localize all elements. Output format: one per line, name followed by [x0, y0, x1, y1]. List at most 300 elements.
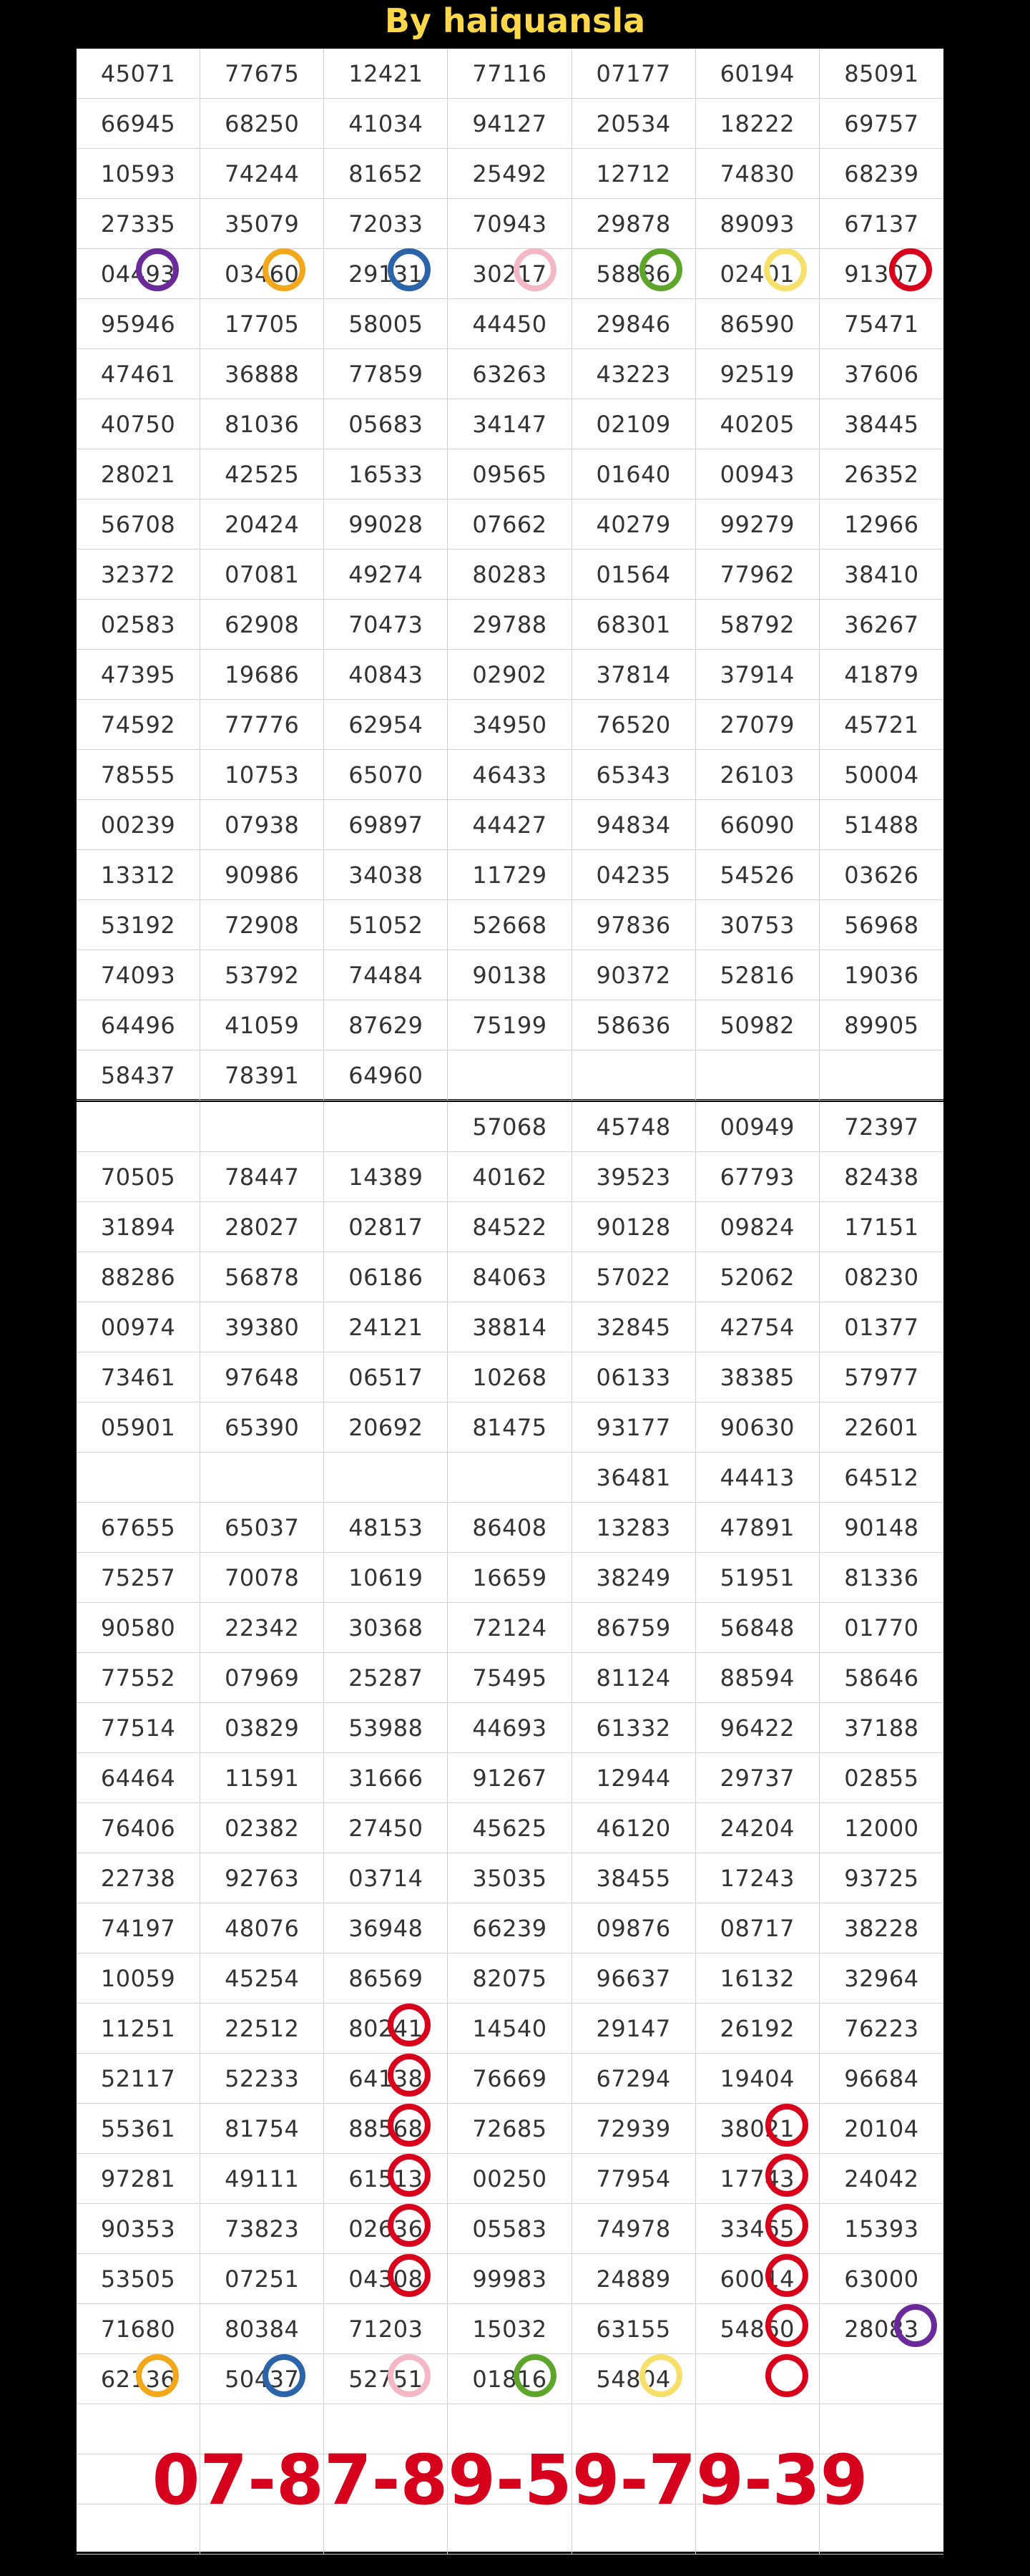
- table-cell: 50982: [696, 1000, 820, 1050]
- table-cell: 16132: [696, 1953, 820, 2004]
- table-row: [77, 1553, 943, 1603]
- table-row: [77, 600, 943, 650]
- table-cell: 07969: [200, 1653, 324, 1703]
- table-cell: 89093: [696, 199, 820, 249]
- table-cell: 66239: [448, 1903, 572, 1953]
- table-cell: 67655: [77, 1503, 200, 1553]
- table-cell: 46120: [572, 1803, 696, 1853]
- table-cell: 07662: [448, 499, 572, 550]
- table-cell: 41059: [200, 1000, 324, 1050]
- table-cell: 32845: [572, 1302, 696, 1352]
- table-cell: [448, 1453, 572, 1503]
- table-cell: 52233: [200, 2054, 324, 2104]
- table-cell: 10593: [77, 149, 200, 199]
- table-cell: 66945: [77, 99, 200, 149]
- table-cell: 09876: [572, 1903, 696, 1953]
- table-cell: 71680: [77, 2304, 200, 2354]
- table-row: [77, 1603, 943, 1653]
- table-cell: 38385: [696, 1352, 820, 1402]
- table-cell: 90148: [820, 1503, 943, 1553]
- table-cell: 37814: [572, 650, 696, 700]
- table-row: [77, 1000, 943, 1050]
- table-cell: 81475: [448, 1402, 572, 1453]
- table-cell: 25287: [324, 1653, 448, 1703]
- highlight-circle-icon: [136, 248, 179, 291]
- table-cell: 70473: [324, 600, 448, 650]
- table-cell: 53792: [200, 950, 324, 1000]
- table-cell: 97281: [77, 2154, 200, 2204]
- table-cell: 20534: [572, 99, 696, 149]
- table-cell: 09824: [696, 1202, 820, 1252]
- table-cell: 86759: [572, 1603, 696, 1653]
- table-cell: 44693: [448, 1703, 572, 1753]
- table-cell: 22512: [200, 2004, 324, 2054]
- table-cell: 35035: [448, 1853, 572, 1903]
- table-cell: 77859: [324, 349, 448, 399]
- table-cell: 56708: [77, 499, 200, 550]
- table-row: [77, 850, 943, 900]
- table-cell: 77776: [200, 700, 324, 750]
- results-table-bottom: [77, 1102, 943, 2552]
- table-cell: 75471: [820, 299, 943, 349]
- table-cell: 45071: [77, 49, 200, 99]
- table-cell: 28027: [200, 1202, 324, 1252]
- table-cell: 73823: [200, 2204, 324, 2254]
- table-cell: 02583: [77, 600, 200, 650]
- table-cell: 76406: [77, 1803, 200, 1853]
- table-cell: 60014: [696, 2254, 820, 2304]
- table-cell: 08717: [696, 1903, 820, 1953]
- highlight-circle-icon: [388, 2154, 431, 2197]
- highlight-circle-icon: [388, 2254, 431, 2297]
- table-cell: 26103: [696, 750, 820, 800]
- table-cell: 77514: [77, 1703, 200, 1753]
- table-cell: 44427: [448, 800, 572, 850]
- table-cell: 01377: [820, 1302, 943, 1352]
- highlight-circle-icon: [765, 2254, 808, 2297]
- table-row: [77, 2204, 943, 2254]
- table-cell: 34950: [448, 700, 572, 750]
- table-cell: 80283: [448, 550, 572, 600]
- table-cell: 58886: [572, 249, 696, 299]
- table-cell: 13312: [77, 850, 200, 900]
- table-cell: 04235: [572, 850, 696, 900]
- table-cell: 02855: [820, 1753, 943, 1803]
- table-cell: 31666: [324, 1753, 448, 1803]
- table-cell: 38455: [572, 1853, 696, 1903]
- table-cell: 06186: [324, 1252, 448, 1302]
- table-cell: 53505: [77, 2254, 200, 2304]
- table-cell: 37914: [696, 650, 820, 700]
- table-cell: 05901: [77, 1402, 200, 1453]
- table-row: [77, 2004, 943, 2054]
- table-cell: 20692: [324, 1402, 448, 1453]
- highlight-circle-icon: [639, 2354, 682, 2397]
- table-cell: 77552: [77, 1653, 200, 1703]
- table-cell: 90128: [572, 1202, 696, 1252]
- table-cell: 24121: [324, 1302, 448, 1352]
- table-row: [77, 1050, 943, 1101]
- table-cell: 84522: [448, 1202, 572, 1252]
- highlight-circle-icon: [765, 2104, 808, 2147]
- table-cell: 74978: [572, 2204, 696, 2254]
- table-cell: 52062: [696, 1252, 820, 1302]
- table-cell: 90580: [77, 1603, 200, 1653]
- highlight-circle-icon: [514, 248, 556, 291]
- table-row: [77, 149, 943, 199]
- table-cell: 88286: [77, 1252, 200, 1302]
- table-cell: 20104: [820, 2104, 943, 2154]
- table-cell: 77116: [448, 49, 572, 99]
- table-cell: 36948: [324, 1903, 448, 1953]
- table-cell: 52751: [324, 2354, 448, 2404]
- table-cell: 74093: [77, 950, 200, 1000]
- table-cell: 38814: [448, 1302, 572, 1352]
- table-cell: 86408: [448, 1503, 572, 1553]
- table-cell: [324, 1453, 448, 1503]
- table-cell: 12000: [820, 1803, 943, 1853]
- table-cell: 72124: [448, 1603, 572, 1653]
- table-row: [77, 1803, 943, 1853]
- table-cell: 67294: [572, 2054, 696, 2104]
- table-cell: 72397: [820, 1102, 943, 1152]
- footer-prediction: 07-87-89-59-79-39: [152, 2440, 868, 2520]
- table-cell: 09565: [448, 449, 572, 499]
- table-cell: 46433: [448, 750, 572, 800]
- table-cell: 54526: [696, 850, 820, 900]
- table-cell: 00239: [77, 800, 200, 850]
- highlight-circle-icon: [764, 248, 807, 291]
- table-cell: 99983: [448, 2254, 572, 2304]
- table-cell: 26192: [696, 2004, 820, 2054]
- table-cell: 31894: [77, 1202, 200, 1252]
- table-cell: 63155: [572, 2304, 696, 2354]
- table-cell: 39380: [200, 1302, 324, 1352]
- table-cell: 33465: [696, 2204, 820, 2254]
- table-cell: 73461: [77, 1352, 200, 1402]
- table-cell: 26352: [820, 449, 943, 499]
- table-cell: 64512: [820, 1453, 943, 1503]
- highlight-circle-icon: [514, 2354, 556, 2397]
- table-cell: 76520: [572, 700, 696, 750]
- table-cell: 13283: [572, 1503, 696, 1553]
- table-cell: 12944: [572, 1753, 696, 1803]
- table-cell: 76669: [448, 2054, 572, 2104]
- table-cell: 74484: [324, 950, 448, 1000]
- table-cell: 52668: [448, 900, 572, 950]
- table-cell: 71203: [324, 2304, 448, 2354]
- table-cell: 58437: [77, 1050, 200, 1101]
- table-cell: 65037: [200, 1503, 324, 1553]
- table-cell: 87629: [324, 1000, 448, 1050]
- table-cell: 28083: [820, 2304, 943, 2354]
- table-cell: 58646: [820, 1653, 943, 1703]
- table-cell: 68250: [200, 99, 324, 149]
- highlight-circle-icon: [263, 248, 305, 291]
- table-cell: 64960: [324, 1050, 448, 1101]
- highlight-circle-icon: [765, 2354, 808, 2397]
- table-row: [77, 99, 943, 149]
- table-cell: 05683: [324, 399, 448, 449]
- table-cell: 44450: [448, 299, 572, 349]
- table-cell: 03626: [820, 850, 943, 900]
- table-cell: 58005: [324, 299, 448, 349]
- table-cell: 66090: [696, 800, 820, 850]
- table-cell: 30368: [324, 1603, 448, 1653]
- table-cell: 77954: [572, 2154, 696, 2204]
- highlight-circle-icon: [765, 2304, 808, 2347]
- table-cell: 54860: [696, 2304, 820, 2354]
- table-cell: 58636: [572, 1000, 696, 1050]
- table-row: [77, 399, 943, 449]
- table-row: [77, 1402, 943, 1453]
- table-row: [77, 1352, 943, 1402]
- table-cell: 61513: [324, 2154, 448, 2204]
- table-cell: 06517: [324, 1352, 448, 1402]
- table-cell: 29788: [448, 600, 572, 650]
- table-cell: 45748: [572, 1102, 696, 1152]
- table-cell: 85091: [820, 49, 943, 99]
- table-cell: 17151: [820, 1202, 943, 1252]
- table-cell: [572, 1050, 696, 1101]
- table-row: [77, 700, 943, 750]
- table-row: [77, 1753, 943, 1803]
- table-cell: 47395: [77, 650, 200, 700]
- table-row: [77, 1953, 943, 2004]
- table-cell: 01564: [572, 550, 696, 600]
- table-cell: 29737: [696, 1753, 820, 1803]
- table-row: [77, 2154, 943, 2204]
- table-cell: [820, 1050, 943, 1101]
- table-cell: 64496: [77, 1000, 200, 1050]
- table-cell: 75199: [448, 1000, 572, 1050]
- table-cell: 17743: [696, 2154, 820, 2204]
- table-row: [77, 2104, 943, 2154]
- table-cell: 69897: [324, 800, 448, 850]
- table-cell: [324, 1102, 448, 1152]
- table-cell: 27079: [696, 700, 820, 750]
- table-cell: 58792: [696, 600, 820, 650]
- table-cell: 24042: [820, 2154, 943, 2204]
- table-cell: 65070: [324, 750, 448, 800]
- table-cell: 70078: [200, 1553, 324, 1603]
- table-cell: 50437: [200, 2354, 324, 2404]
- table-cell: 01640: [572, 449, 696, 499]
- table-cell: 01770: [820, 1603, 943, 1653]
- highlight-circle-icon: [388, 2054, 431, 2097]
- highlight-circle-icon: [894, 2304, 937, 2347]
- table-cell: 88568: [324, 2104, 448, 2154]
- table-row: [77, 1503, 943, 1553]
- table-cell: 74592: [77, 700, 200, 750]
- table-cell: 45625: [448, 1803, 572, 1853]
- table-cell: 36481: [572, 1453, 696, 1503]
- table-cell: 74830: [696, 149, 820, 199]
- table-cell: 44413: [696, 1453, 820, 1503]
- table-cell: 20424: [200, 499, 324, 550]
- table-cell: 68301: [572, 600, 696, 650]
- table-cell: 49111: [200, 2154, 324, 2204]
- table-cell: 42754: [696, 1302, 820, 1352]
- table-cell: 40279: [572, 499, 696, 550]
- table-cell: 19036: [820, 950, 943, 1000]
- table-row: [77, 650, 943, 700]
- table-row: [77, 750, 943, 800]
- table-row: [77, 2304, 943, 2354]
- table-row: [77, 349, 943, 399]
- table-row: [77, 1152, 943, 1202]
- table-cell: 72939: [572, 2104, 696, 2154]
- table-cell: 16659: [448, 1553, 572, 1603]
- table-row: [77, 499, 943, 550]
- highlight-circle-icon: [388, 248, 431, 291]
- table-cell: 11729: [448, 850, 572, 900]
- table-cell: 00949: [696, 1102, 820, 1152]
- table-cell: 62136: [77, 2354, 200, 2404]
- table-row: [77, 900, 943, 950]
- table-cell: 02817: [324, 1202, 448, 1252]
- table-cell: 47461: [77, 349, 200, 399]
- table-cell: 42525: [200, 449, 324, 499]
- table-row: [77, 1903, 943, 1953]
- table-cell: 90630: [696, 1402, 820, 1453]
- table-cell: 39523: [572, 1152, 696, 1202]
- highlight-circle-icon: [388, 2204, 431, 2247]
- table-cell: 02636: [324, 2204, 448, 2254]
- table-cell: 63263: [448, 349, 572, 399]
- table-cell: 90138: [448, 950, 572, 1000]
- table-cell: 57022: [572, 1252, 696, 1302]
- table-cell: 72908: [200, 900, 324, 950]
- table-cell: 11251: [77, 2004, 200, 2054]
- table-cell: 16533: [324, 449, 448, 499]
- table-cell: 90372: [572, 950, 696, 1000]
- table-cell: 93177: [572, 1402, 696, 1453]
- table-cell: 04308: [324, 2254, 448, 2304]
- table-cell: 56878: [200, 1252, 324, 1302]
- highlight-circle-icon: [388, 2354, 431, 2397]
- table-cell: 29131: [324, 249, 448, 299]
- table-cell: 47891: [696, 1503, 820, 1553]
- table-cell: 81652: [324, 149, 448, 199]
- table-cell: 94834: [572, 800, 696, 850]
- table-cell: 75495: [448, 1653, 572, 1703]
- table-cell: 32964: [820, 1953, 943, 2004]
- table-cell: 67137: [820, 199, 943, 249]
- table-cell: 97648: [200, 1352, 324, 1402]
- table-cell: 99279: [696, 499, 820, 550]
- table-cell: 57977: [820, 1352, 943, 1402]
- table-cell: 80241: [324, 2004, 448, 2054]
- table-cell: 17705: [200, 299, 324, 349]
- table-row: [77, 199, 943, 249]
- table-row: [77, 1252, 943, 1302]
- table-cell: 24889: [572, 2254, 696, 2304]
- table-cell: 77675: [200, 49, 324, 99]
- table-cell: 00943: [696, 449, 820, 499]
- table-cell: 80384: [200, 2304, 324, 2354]
- table-cell: 07251: [200, 2254, 324, 2304]
- highlight-circle-icon: [388, 2004, 431, 2046]
- table-cell: 10753: [200, 750, 324, 800]
- table-cell: 70505: [77, 1152, 200, 1202]
- table-cell: 86569: [324, 1953, 448, 2004]
- table-cell: 70943: [448, 199, 572, 249]
- table-cell: 94127: [448, 99, 572, 149]
- table-cell: 37188: [820, 1703, 943, 1753]
- table-cell: 24204: [696, 1803, 820, 1853]
- table-cell: 30753: [696, 900, 820, 950]
- table-cell: 11591: [200, 1753, 324, 1803]
- table-cell: 04493: [77, 249, 200, 299]
- table-cell: 02902: [448, 650, 572, 700]
- table-cell: 14540: [448, 2004, 572, 2054]
- table-cell: 96422: [696, 1703, 820, 1753]
- table-row: [77, 1853, 943, 1903]
- table-cell: [77, 1453, 200, 1503]
- table-cell: 51488: [820, 800, 943, 850]
- table-cell: 19686: [200, 650, 324, 700]
- table-cell: [820, 2354, 943, 2404]
- table-cell: 95946: [77, 299, 200, 349]
- table-row: [77, 1102, 943, 1152]
- table-cell: 81754: [200, 2104, 324, 2154]
- highlight-circle-icon: [639, 248, 682, 291]
- table-row: [77, 299, 943, 349]
- table-cell: 22601: [820, 1402, 943, 1453]
- table-cell: 97836: [572, 900, 696, 950]
- table-cell: 65390: [200, 1402, 324, 1453]
- table-row: [77, 49, 943, 99]
- table-cell: 30217: [448, 249, 572, 299]
- table-cell: [448, 1050, 572, 1101]
- table-cell: 05583: [448, 2204, 572, 2254]
- highlight-circle-icon: [136, 2354, 179, 2397]
- table-cell: 43223: [572, 349, 696, 399]
- table-cell: 29878: [572, 199, 696, 249]
- table-cell: 38249: [572, 1553, 696, 1603]
- highlight-circle-icon: [765, 2154, 808, 2197]
- table-cell: 67793: [696, 1152, 820, 1202]
- table-cell: 38228: [820, 1903, 943, 1953]
- table-cell: 76223: [820, 2004, 943, 2054]
- table-cell: 90986: [200, 850, 324, 900]
- table-cell: 34038: [324, 850, 448, 900]
- table-cell: 68239: [820, 149, 943, 199]
- table-cell: 52117: [77, 2054, 200, 2104]
- table-cell: 91307: [820, 249, 943, 299]
- table-row: [77, 1302, 943, 1352]
- table-cell: 12421: [324, 49, 448, 99]
- table-cell: 03714: [324, 1853, 448, 1903]
- table-cell: 99028: [324, 499, 448, 550]
- table-cell: 40205: [696, 399, 820, 449]
- table-cell: 60194: [696, 49, 820, 99]
- highlight-circle-icon: [765, 2204, 808, 2247]
- table-cell: 65343: [572, 750, 696, 800]
- table-row: [77, 800, 943, 850]
- table-cell: 69757: [820, 99, 943, 149]
- table-cell: 41879: [820, 650, 943, 700]
- table-cell: 81036: [200, 399, 324, 449]
- table-cell: 56968: [820, 900, 943, 950]
- table-cell: 49274: [324, 550, 448, 600]
- table-cell: [77, 1102, 200, 1152]
- table-cell: 07938: [200, 800, 324, 850]
- table-cell: 84063: [448, 1252, 572, 1302]
- table-cell: 12712: [572, 149, 696, 199]
- table-cell: [696, 1050, 820, 1101]
